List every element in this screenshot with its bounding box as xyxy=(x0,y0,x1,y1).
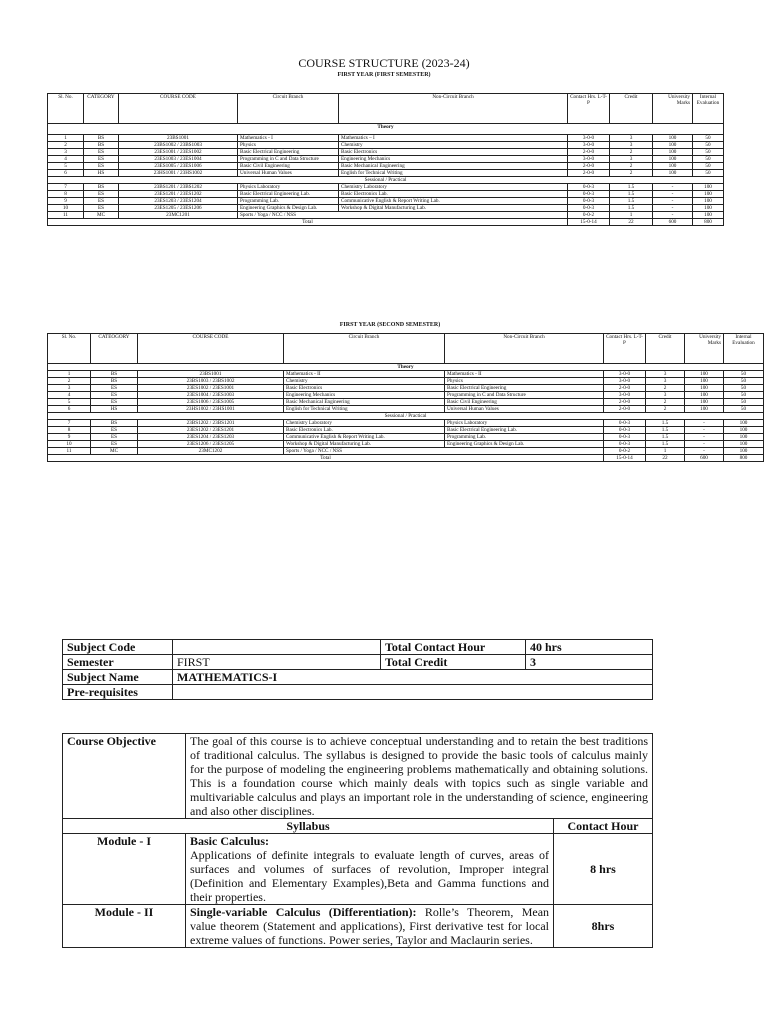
cell: 4 xyxy=(48,392,91,399)
cell: ES xyxy=(84,198,119,205)
cell: ES xyxy=(91,441,138,448)
cell: Physics xyxy=(445,378,604,385)
table-row xyxy=(48,142,724,149)
cell: 1 xyxy=(48,371,91,378)
cell: ES xyxy=(91,399,138,406)
table-row xyxy=(48,434,764,441)
cell: 1.5 xyxy=(646,427,685,434)
col-header: Credit xyxy=(610,94,653,124)
cell: 23BS1202 / 23BS1201 xyxy=(138,420,284,427)
module-row xyxy=(63,834,653,905)
cell: 23BS1001 xyxy=(119,135,238,142)
col-header: Contact Hrs. L-T-P xyxy=(604,334,646,364)
subject-name-label: Subject Name xyxy=(63,670,173,685)
cell: Chemistry xyxy=(339,142,568,149)
cell: - xyxy=(685,427,724,434)
cell: 3-0-0 xyxy=(604,378,646,385)
cell: 50 xyxy=(724,392,764,399)
cell: 100 xyxy=(724,427,764,434)
cell: 0-0-3 xyxy=(604,434,646,441)
cell: Basic Electrical Engineering Lab. xyxy=(445,427,604,434)
col-header: Credit xyxy=(646,334,685,364)
second-semester-title: FIRST YEAR (SECOND SEMESTER) xyxy=(339,322,441,328)
cell: 8 xyxy=(48,191,84,198)
table-row xyxy=(48,448,764,455)
cell: 1 xyxy=(646,448,685,455)
cell: 100 xyxy=(724,434,764,441)
cell: - xyxy=(653,184,693,191)
cell: 1 xyxy=(610,212,653,219)
cell: 23ES1203 / 23ES1204 xyxy=(119,198,238,205)
cell: 10 xyxy=(48,441,91,448)
cell: 100 xyxy=(685,392,724,399)
cell: Chemistry xyxy=(284,378,445,385)
cell: 10 xyxy=(48,205,84,212)
cell: MC xyxy=(84,212,119,219)
cell: - xyxy=(685,441,724,448)
cell: 2 xyxy=(610,170,653,177)
cell: 2-0-0 xyxy=(568,149,610,156)
cell: 3 xyxy=(610,142,653,149)
cell: 0-0-3 xyxy=(568,205,610,212)
cell: 23ES1205 / 23ES1206 xyxy=(119,205,238,212)
table-row xyxy=(48,392,764,399)
subject-row xyxy=(63,670,653,685)
cell: Communicative English & Report Writing Lab. xyxy=(284,434,445,441)
subject-row xyxy=(63,640,653,655)
cell: 1.5 xyxy=(610,184,653,191)
cell: 3-0-0 xyxy=(568,135,610,142)
cell: Basic Electrical Engineering Lab. xyxy=(238,191,339,198)
cell: BS xyxy=(91,371,138,378)
cell: 50 xyxy=(724,385,764,392)
table-row xyxy=(48,156,724,163)
cell: Basic Electronics Lab. xyxy=(339,191,568,198)
cell: 800 xyxy=(693,219,724,226)
cell: 100 xyxy=(693,205,724,212)
module-hours: 8hrs xyxy=(554,905,653,948)
cell: Chemistry Laboratory xyxy=(339,184,568,191)
cell: Engineering Mechanics xyxy=(284,392,445,399)
table-row xyxy=(48,212,724,219)
cell: 23ES1204 / 23ES1203 xyxy=(138,434,284,441)
cell: 100 xyxy=(685,399,724,406)
cell: 9 xyxy=(48,434,91,441)
sem1-header-row xyxy=(48,94,724,124)
col-header: Contact Hrs. L-T-P xyxy=(568,94,610,124)
cell: Basic Mechanical Engineering xyxy=(339,163,568,170)
cell: MC xyxy=(91,448,138,455)
cell: 3-0-0 xyxy=(568,142,610,149)
cell: ES xyxy=(91,392,138,399)
subject-code-value xyxy=(173,640,381,655)
cell: 800 xyxy=(724,455,764,462)
module-heading: Basic Calculus: xyxy=(190,834,270,848)
total-contact-value: 40 hrs xyxy=(526,640,653,655)
cell: 100 xyxy=(693,198,724,205)
cell: Basic Electrical Engineering xyxy=(445,385,604,392)
cell: 100 xyxy=(693,212,724,219)
cell: 23ES1002 / 23ES1001 xyxy=(138,385,284,392)
table-row xyxy=(48,371,764,378)
cell: Programming in C and Data Structure xyxy=(445,392,604,399)
cell: 9 xyxy=(48,198,84,205)
cell: 1.5 xyxy=(610,191,653,198)
cell: Sports / Yoga / NCC / NSS xyxy=(238,212,568,219)
cell: ES xyxy=(84,191,119,198)
cell: 5 xyxy=(48,399,91,406)
cell: 15-0-14 xyxy=(604,455,646,462)
cell: 1.5 xyxy=(646,434,685,441)
cell: Universal Human Values xyxy=(445,406,604,413)
table-row xyxy=(48,135,724,142)
cell: 3 xyxy=(610,156,653,163)
table-row xyxy=(48,420,764,427)
col-header: Circuit Branch xyxy=(284,334,445,364)
cell: HS xyxy=(84,170,119,177)
cell: 23BS1001 xyxy=(138,371,284,378)
cell: 1.5 xyxy=(646,420,685,427)
table-row xyxy=(48,184,724,191)
cell: 6 xyxy=(48,406,91,413)
total-contact-label: Total Contact Hour xyxy=(381,640,526,655)
cell: Mathematics - II xyxy=(445,371,604,378)
cell: 3 xyxy=(48,385,91,392)
cell: 100 xyxy=(653,156,693,163)
cell: 11 xyxy=(48,212,84,219)
total-credit-value: 3 xyxy=(526,655,653,670)
cell: Communicative English & Report Writing Lab. xyxy=(339,198,568,205)
cell: Physics Laboratory xyxy=(238,184,339,191)
cell: BS xyxy=(84,135,119,142)
cell: 22 xyxy=(646,455,685,462)
cell: Universal Human Values xyxy=(238,170,339,177)
cell: BS xyxy=(91,378,138,385)
cell: ES xyxy=(84,163,119,170)
section-label-theory: Theory xyxy=(48,124,724,135)
cell: 2 xyxy=(646,399,685,406)
semester-value: FIRST xyxy=(173,655,381,670)
cell: 23BS1002 / 23BS1003 xyxy=(119,142,238,149)
table-row xyxy=(48,427,764,434)
col-header: CATEGORY xyxy=(84,94,119,124)
cell: 23HS1002 / 23HS1001 xyxy=(138,406,284,413)
cell: 23ES1003 / 23ES1004 xyxy=(119,156,238,163)
table-row xyxy=(48,191,724,198)
cell: 23ES1206 / 23ES1205 xyxy=(138,441,284,448)
cell: 0-0-3 xyxy=(604,420,646,427)
cell: 2-0-0 xyxy=(568,163,610,170)
table-row xyxy=(48,163,724,170)
cell: ES xyxy=(84,205,119,212)
cell: 0-0-3 xyxy=(568,198,610,205)
cell: HS xyxy=(91,406,138,413)
table-row xyxy=(48,441,764,448)
cell: Mathematics - II xyxy=(284,371,445,378)
cell: 100 xyxy=(724,420,764,427)
cell: 600 xyxy=(653,219,693,226)
cell: Basic Electrical Engineering xyxy=(238,149,339,156)
cell: 50 xyxy=(693,142,724,149)
total-label: Total xyxy=(48,455,604,462)
cell: 23ES1004 / 23ES1003 xyxy=(138,392,284,399)
cell: 50 xyxy=(693,170,724,177)
cell: 0-0-2 xyxy=(604,448,646,455)
cell: Programming Lab. xyxy=(238,198,339,205)
module-name: Module - II xyxy=(63,905,186,948)
cell: 600 xyxy=(685,455,724,462)
col-header: Internal Evaluation xyxy=(693,94,724,124)
cell: - xyxy=(653,212,693,219)
table-row xyxy=(48,198,724,205)
cell: 11 xyxy=(48,448,91,455)
semester-label: Semester xyxy=(63,655,173,670)
prerequisites-value xyxy=(173,685,653,700)
cell: 1 xyxy=(48,135,84,142)
cell: 2-0-0 xyxy=(604,385,646,392)
cell: Mathematics – I xyxy=(339,135,568,142)
col-header: COURSE CODE xyxy=(119,94,238,124)
cell: 0-0-3 xyxy=(568,184,610,191)
module-body: Rolle’s Theorem, Mean value theorem (Statement and applications), First derivative test for local extreme values of functions. Power series, Taylor and Maclaurin series. xyxy=(190,905,550,947)
cell: 2 xyxy=(48,142,84,149)
cell: ES xyxy=(91,427,138,434)
cell: BS xyxy=(91,420,138,427)
table-row xyxy=(48,385,764,392)
col-header: Non-Circuit Branch xyxy=(445,334,604,364)
module-heading: Single-variable Calculus (Differentiation): xyxy=(190,905,417,919)
cell: 23ES1005 / 23ES1006 xyxy=(119,163,238,170)
cell: 22 xyxy=(610,219,653,226)
total-row xyxy=(48,219,724,226)
cell: 2-0-0 xyxy=(568,170,610,177)
cell: 15-0-14 xyxy=(568,219,610,226)
cell: 23ES1001 / 23ES1002 xyxy=(119,149,238,156)
col-header: Sl. No. xyxy=(48,334,91,364)
cell: 2 xyxy=(610,163,653,170)
cell: 23BS1003 / 23BS1002 xyxy=(138,378,284,385)
module-row xyxy=(63,905,653,948)
cell: 100 xyxy=(653,170,693,177)
cell: Physics xyxy=(238,142,339,149)
cell: 2 xyxy=(646,385,685,392)
cell: BS xyxy=(84,142,119,149)
cell: Physics Laboratory xyxy=(445,420,604,427)
cell: BS xyxy=(84,184,119,191)
cell: 2 xyxy=(610,149,653,156)
cell: Programming in C and Data Structure xyxy=(238,156,339,163)
cell: 5 xyxy=(48,163,84,170)
cell: 50 xyxy=(693,163,724,170)
table-row xyxy=(48,399,764,406)
cell: 3 xyxy=(646,378,685,385)
cell: 100 xyxy=(724,448,764,455)
cell: 100 xyxy=(653,163,693,170)
cell: ES xyxy=(84,156,119,163)
second-semester-table xyxy=(47,333,764,462)
cell: 2-0-0 xyxy=(604,406,646,413)
cell: 0-0-3 xyxy=(604,427,646,434)
module-content xyxy=(186,834,554,905)
cell: 23ES1006 / 23ES1005 xyxy=(138,399,284,406)
section-label-theory: Theory xyxy=(48,364,764,371)
course-objective-label: Course Objective xyxy=(63,734,186,819)
cell: 3-0-0 xyxy=(604,392,646,399)
col-header: Non-Circuit Branch xyxy=(339,94,568,124)
cell: 100 xyxy=(685,406,724,413)
subject-name-value: MATHEMATICS-I xyxy=(173,670,653,685)
cell: 23ES1202 / 23ES1201 xyxy=(138,427,284,434)
cell: 50 xyxy=(724,406,764,413)
table-row xyxy=(48,406,764,413)
cell: 50 xyxy=(724,399,764,406)
cell: - xyxy=(685,434,724,441)
syllabus-label: Syllabus xyxy=(63,819,554,834)
cell: 6 xyxy=(48,170,84,177)
section-label-sessional: Sessional / Practical xyxy=(48,177,724,184)
module-content xyxy=(186,905,554,948)
cell: Mathematics - I xyxy=(238,135,339,142)
cell: ES xyxy=(91,434,138,441)
course-objective-text: The goal of this course is to achieve conceptual understanding and to retain the best traditions of traditional calculus. The syllabus is designed to provide the basic tools of calculus mainly for the purpose of modeling the engineering problems mathematically and obtaining solutions. This is a foundation course which mainly deals with topics such as single variable and multivariable calculus and plays an important role in the understanding of science, engineering and also other disciplines. xyxy=(186,734,653,819)
cell: Engineering Graphics & Design Lab. xyxy=(445,441,604,448)
module-name: Module - I xyxy=(63,834,186,905)
cell: ES xyxy=(84,149,119,156)
subject-row xyxy=(63,685,653,700)
cell: 50 xyxy=(693,156,724,163)
cell: 1.5 xyxy=(610,205,653,212)
cell: Workshop & Digital Manufacturing Lab. xyxy=(284,441,445,448)
cell: 100 xyxy=(724,441,764,448)
col-header: University Marks xyxy=(685,334,724,364)
cell: 8 xyxy=(48,427,91,434)
cell: 3-0-0 xyxy=(568,156,610,163)
cell: 50 xyxy=(693,135,724,142)
cell: 50 xyxy=(693,149,724,156)
cell: 3 xyxy=(48,149,84,156)
cell: 100 xyxy=(693,191,724,198)
cell: 2 xyxy=(646,406,685,413)
col-header: COURSE CODE xyxy=(138,334,284,364)
subject-row xyxy=(63,655,653,670)
cell: Basic Electronics xyxy=(339,149,568,156)
cell: Basic Electronics xyxy=(284,385,445,392)
total-credit-label: Total Credit xyxy=(381,655,526,670)
table-row xyxy=(48,205,724,212)
cell: Engineering Mechanics xyxy=(339,156,568,163)
col-header: Sl. No. xyxy=(48,94,84,124)
table-row xyxy=(48,170,724,177)
cell: 0-0-3 xyxy=(604,441,646,448)
cell: 0-0-2 xyxy=(568,212,610,219)
prerequisites-label: Pre-requisites xyxy=(63,685,173,700)
subject-code-label: Subject Code xyxy=(63,640,173,655)
cell: 100 xyxy=(685,378,724,385)
first-semester-title: FIRST YEAR (FIRST SEMESTER) xyxy=(337,72,431,78)
cell: Basic Civil Engineering xyxy=(445,399,604,406)
cell: 50 xyxy=(724,378,764,385)
cell: Engineering Graphics & Design Lab. xyxy=(238,205,339,212)
cell: 3 xyxy=(646,392,685,399)
cell: 23HS1001 / 23HS1002 xyxy=(119,170,238,177)
cell: Basic Civil Engineering xyxy=(238,163,339,170)
contact-hour-label: Contact Hour xyxy=(554,819,653,834)
table-row xyxy=(48,378,764,385)
subject-info-table xyxy=(62,639,653,700)
cell: 100 xyxy=(653,142,693,149)
cell: 50 xyxy=(724,371,764,378)
cell: Chemistry Laboratory xyxy=(284,420,445,427)
cell: 3-0-0 xyxy=(604,371,646,378)
cell: 7 xyxy=(48,420,91,427)
table-row xyxy=(48,149,724,156)
col-header: University Marks xyxy=(653,94,693,124)
cell: ES xyxy=(91,385,138,392)
course-objective-table xyxy=(62,733,653,948)
cell: 23MC1202 xyxy=(138,448,284,455)
col-header: CATEOGORY xyxy=(91,334,138,364)
cell: English for Technical Writing xyxy=(339,170,568,177)
cell: 23BS1201 / 23BS1202 xyxy=(119,184,238,191)
cell: Workshop & Digital Manufacturing Lab. xyxy=(339,205,568,212)
section-label-sessional: Sessional / Practical xyxy=(48,413,764,420)
cell: 100 xyxy=(685,385,724,392)
col-header: Internal Evaluation xyxy=(724,334,764,364)
total-row xyxy=(48,455,764,462)
module-body: Applications of definite integrals to evaluate length of curves, areas of surfaces and volumes of surfaces of revolution, Improper integral (Definition and Elementary Examples),Beta and Gamma functions and their properties. xyxy=(190,848,549,904)
cell: - xyxy=(685,448,724,455)
cell: Basic Electronics Lab. xyxy=(284,427,445,434)
cell: Programming Lab. xyxy=(445,434,604,441)
cell: 23ES1201 / 23ES1202 xyxy=(119,191,238,198)
cell: - xyxy=(653,205,693,212)
cell: Sports / Yoga / NCC / NSS xyxy=(284,448,604,455)
cell: - xyxy=(653,198,693,205)
cell: 0-0-3 xyxy=(568,191,610,198)
cell: Basic Mechanical Engineering xyxy=(284,399,445,406)
cell: 100 xyxy=(653,149,693,156)
sem2-header-row xyxy=(48,334,764,364)
cell: 7 xyxy=(48,184,84,191)
cell: 1.5 xyxy=(646,441,685,448)
cell: - xyxy=(653,191,693,198)
total-label: Total xyxy=(48,219,568,226)
cell: 2-0-0 xyxy=(604,399,646,406)
page-title: COURSE STRUCTURE (2023-24) xyxy=(298,56,470,70)
cell: 3 xyxy=(610,135,653,142)
cell: 100 xyxy=(693,184,724,191)
cell: 2 xyxy=(48,378,91,385)
cell: 100 xyxy=(685,371,724,378)
cell: 3 xyxy=(646,371,685,378)
cell: English for Technical Writing xyxy=(284,406,445,413)
cell: - xyxy=(685,420,724,427)
cell: 100 xyxy=(653,135,693,142)
cell: 1.5 xyxy=(610,198,653,205)
module-hours: 8 hrs xyxy=(554,834,653,905)
cell: 4 xyxy=(48,156,84,163)
col-header: Circuit Branch xyxy=(238,94,339,124)
first-semester-table xyxy=(47,93,724,226)
cell: 23MC1201 xyxy=(119,212,238,219)
